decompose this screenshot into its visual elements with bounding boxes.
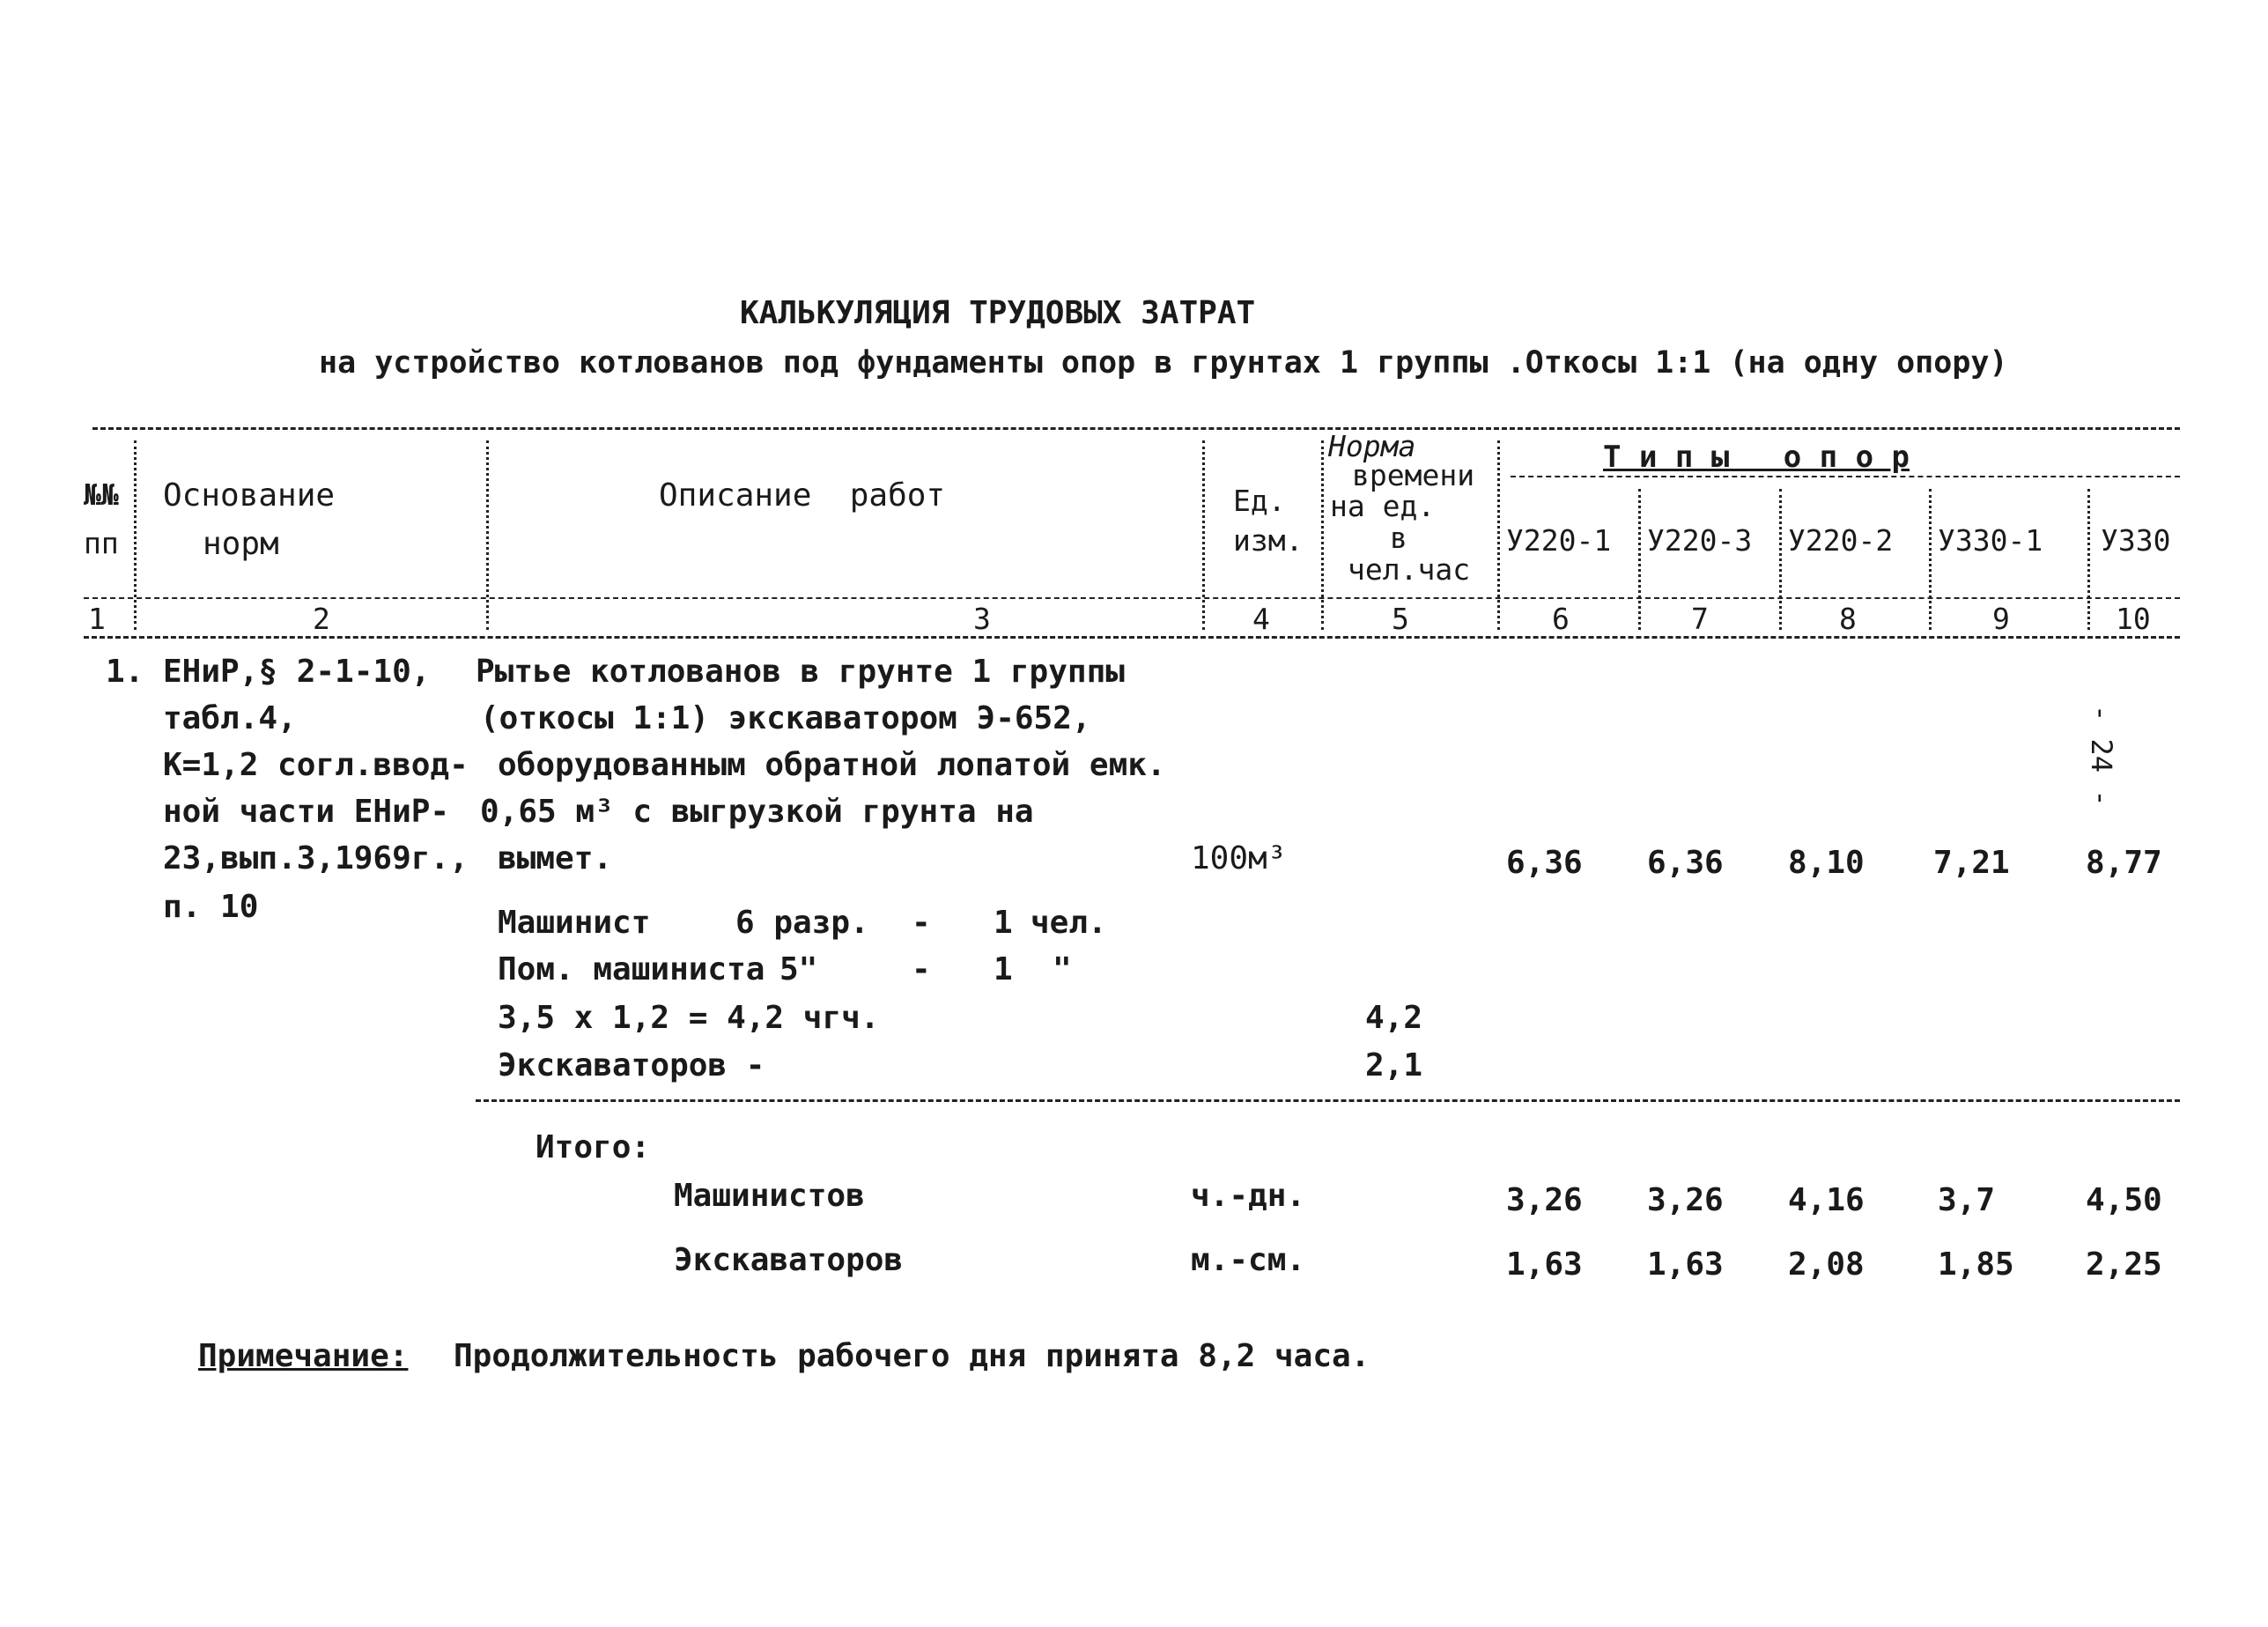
total-row-1-value-1: 3,26 [1506,1182,1583,1218]
basis-line-2: табл.4, [163,700,297,736]
crew-dash-1: - [912,905,931,941]
crew-count-1: 1 [994,905,1013,941]
basis-line-4: ной части ЕНиР- [163,794,450,830]
document-title: КАЛЬКУЛЯЦИЯ ТРУДОВЫХ ЗАТРАТ [740,295,1256,331]
crew-grade-2: 5" [779,951,818,987]
header-norm-label-5: чел.час [1348,552,1471,587]
col-number-2: 2 [313,602,330,636]
header-type-5: У330 [2101,526,2171,555]
header-type-4: У330-1 [1938,523,2043,558]
total-row-2-value-2: 1,63 [1647,1246,1724,1283]
col-separator [134,440,137,630]
total-row-1-value-5: 4,50 [2086,1182,2162,1218]
row1-value-1: 6,36 [1506,845,1583,881]
totals-rule [476,1099,2180,1102]
header-norm-label-3: на ед. [1330,489,1436,523]
crew-grade-1: 6 разр. [735,905,869,941]
header-num-label: №№ [84,477,119,512]
col-number-1: 1 [88,602,106,636]
types-group-rule [1511,476,2180,477]
row1-value-2: 6,36 [1647,845,1724,881]
col-separator [1779,489,1782,630]
col-separator [1202,440,1205,630]
header-norm-label-4: в [1390,521,1407,555]
description-line-2: (откосы 1:1) экскаватором Э-652, [480,700,1091,736]
col-number-10: 10 [2116,602,2151,636]
header-description-label: Описание работ [659,477,946,514]
total-row-1-value-4: 3,7 [1938,1182,1996,1218]
col-separator [1929,489,1932,630]
total-row-2-value-4: 1,85 [1938,1246,2014,1283]
header-basis-label-2: норм [203,526,279,562]
col-separator [1497,440,1500,630]
description-line-3: оборудованным обратной лопатой емк. [498,747,1166,783]
col-number-bottom-rule [84,636,2180,639]
col-separator [1638,489,1641,630]
col-number-5: 5 [1392,602,1409,636]
crew-role-2: Пом. машиниста [498,951,765,987]
crew-unit-2: " [1053,951,1072,987]
crew-role-1: Машинист [498,905,651,941]
header-basis-label: Основание [163,477,336,514]
header-type-2: У220-3 [1647,523,1753,558]
col-number-9: 9 [1992,602,2010,636]
total-row-2-value-5: 2,25 [2086,1246,2162,1283]
total-row-2-value-1: 1,63 [1506,1246,1583,1283]
crew-dash-2: - [912,951,931,987]
col-number-top-rule [84,597,2180,599]
header-type-3: У220-2 [1788,523,1894,558]
description-line-1: Рытье котлованов в грунте 1 группы [476,654,1125,690]
col-number-4: 4 [1252,602,1270,636]
calc-line: 3,5 x 1,2 = 4,2 чгч. [498,1000,880,1036]
row1-value-3: 8,10 [1788,845,1865,881]
total-row-1-name: Машинистов [674,1178,865,1214]
header-num-label-2: пп [84,526,119,560]
crew-count-2: 1 [994,951,1013,987]
total-row-1-value-3: 4,16 [1788,1182,1865,1218]
col-separator [486,440,489,630]
basis-line-6: п. 10 [163,889,259,925]
basis-line-3: К=1,2 согл.ввод- [163,747,469,783]
total-row-2-value-3: 2,08 [1788,1246,1865,1283]
calc-norm: 4,2 [1365,1000,1423,1036]
table-top-rule [92,427,2180,430]
row1-value-5: 8,77 [2086,845,2162,881]
row1-value-4: 7,21 [1933,845,2010,881]
header-unit-label: Ед. [1233,484,1286,518]
col-number-6: 6 [1552,602,1570,636]
totals-label: Итого: [536,1129,651,1165]
note-text: Продолжительность рабочего дня принята 8,2 часа. [454,1338,1370,1374]
header-norm-label: Норма [1328,429,1416,463]
header-norm-label-2: времени [1352,458,1475,492]
header-type-1: У220-1 [1506,523,1612,558]
basis-line-1: ЕНиР,§ 2-1-10, [163,654,431,690]
row-number: 1. [106,654,144,690]
crew-unit-1: чел. [1031,905,1107,941]
excavators-label: Экскаваторов - [498,1047,765,1083]
note-label: Примечание: [198,1338,409,1374]
total-row-1-value-2: 3,26 [1647,1182,1724,1218]
total-row-1-unit: ч.-дн. [1191,1178,1306,1214]
excavators-norm: 2,1 [1365,1047,1423,1083]
description-line-4: 0,65 м³ с выгрузкой грунта на [480,794,1034,830]
document-subtitle: на устройство котлованов под фундаменты опор в грунтах 1 группы .Откосы 1:1 (на одну опору) [319,345,2008,381]
header-types-group: Т и п ы о п о р [1603,440,1910,475]
col-number-8: 8 [1839,602,1857,636]
header-unit-label-2: изм. [1233,523,1304,558]
description-line-5: вымет. [498,840,613,876]
total-row-2-name: Экскаваторов [674,1242,904,1278]
page-number: - 24 - [2085,705,2118,807]
col-separator [1321,440,1324,630]
col-number-7: 7 [1691,602,1709,636]
total-row-2-unit: м.-см. [1191,1242,1306,1278]
col-separator [2087,489,2090,630]
row1-unit: 100м³ [1191,840,1287,876]
basis-line-5: 23,вып.3,1969г., [163,840,469,876]
col-number-3: 3 [973,602,991,636]
